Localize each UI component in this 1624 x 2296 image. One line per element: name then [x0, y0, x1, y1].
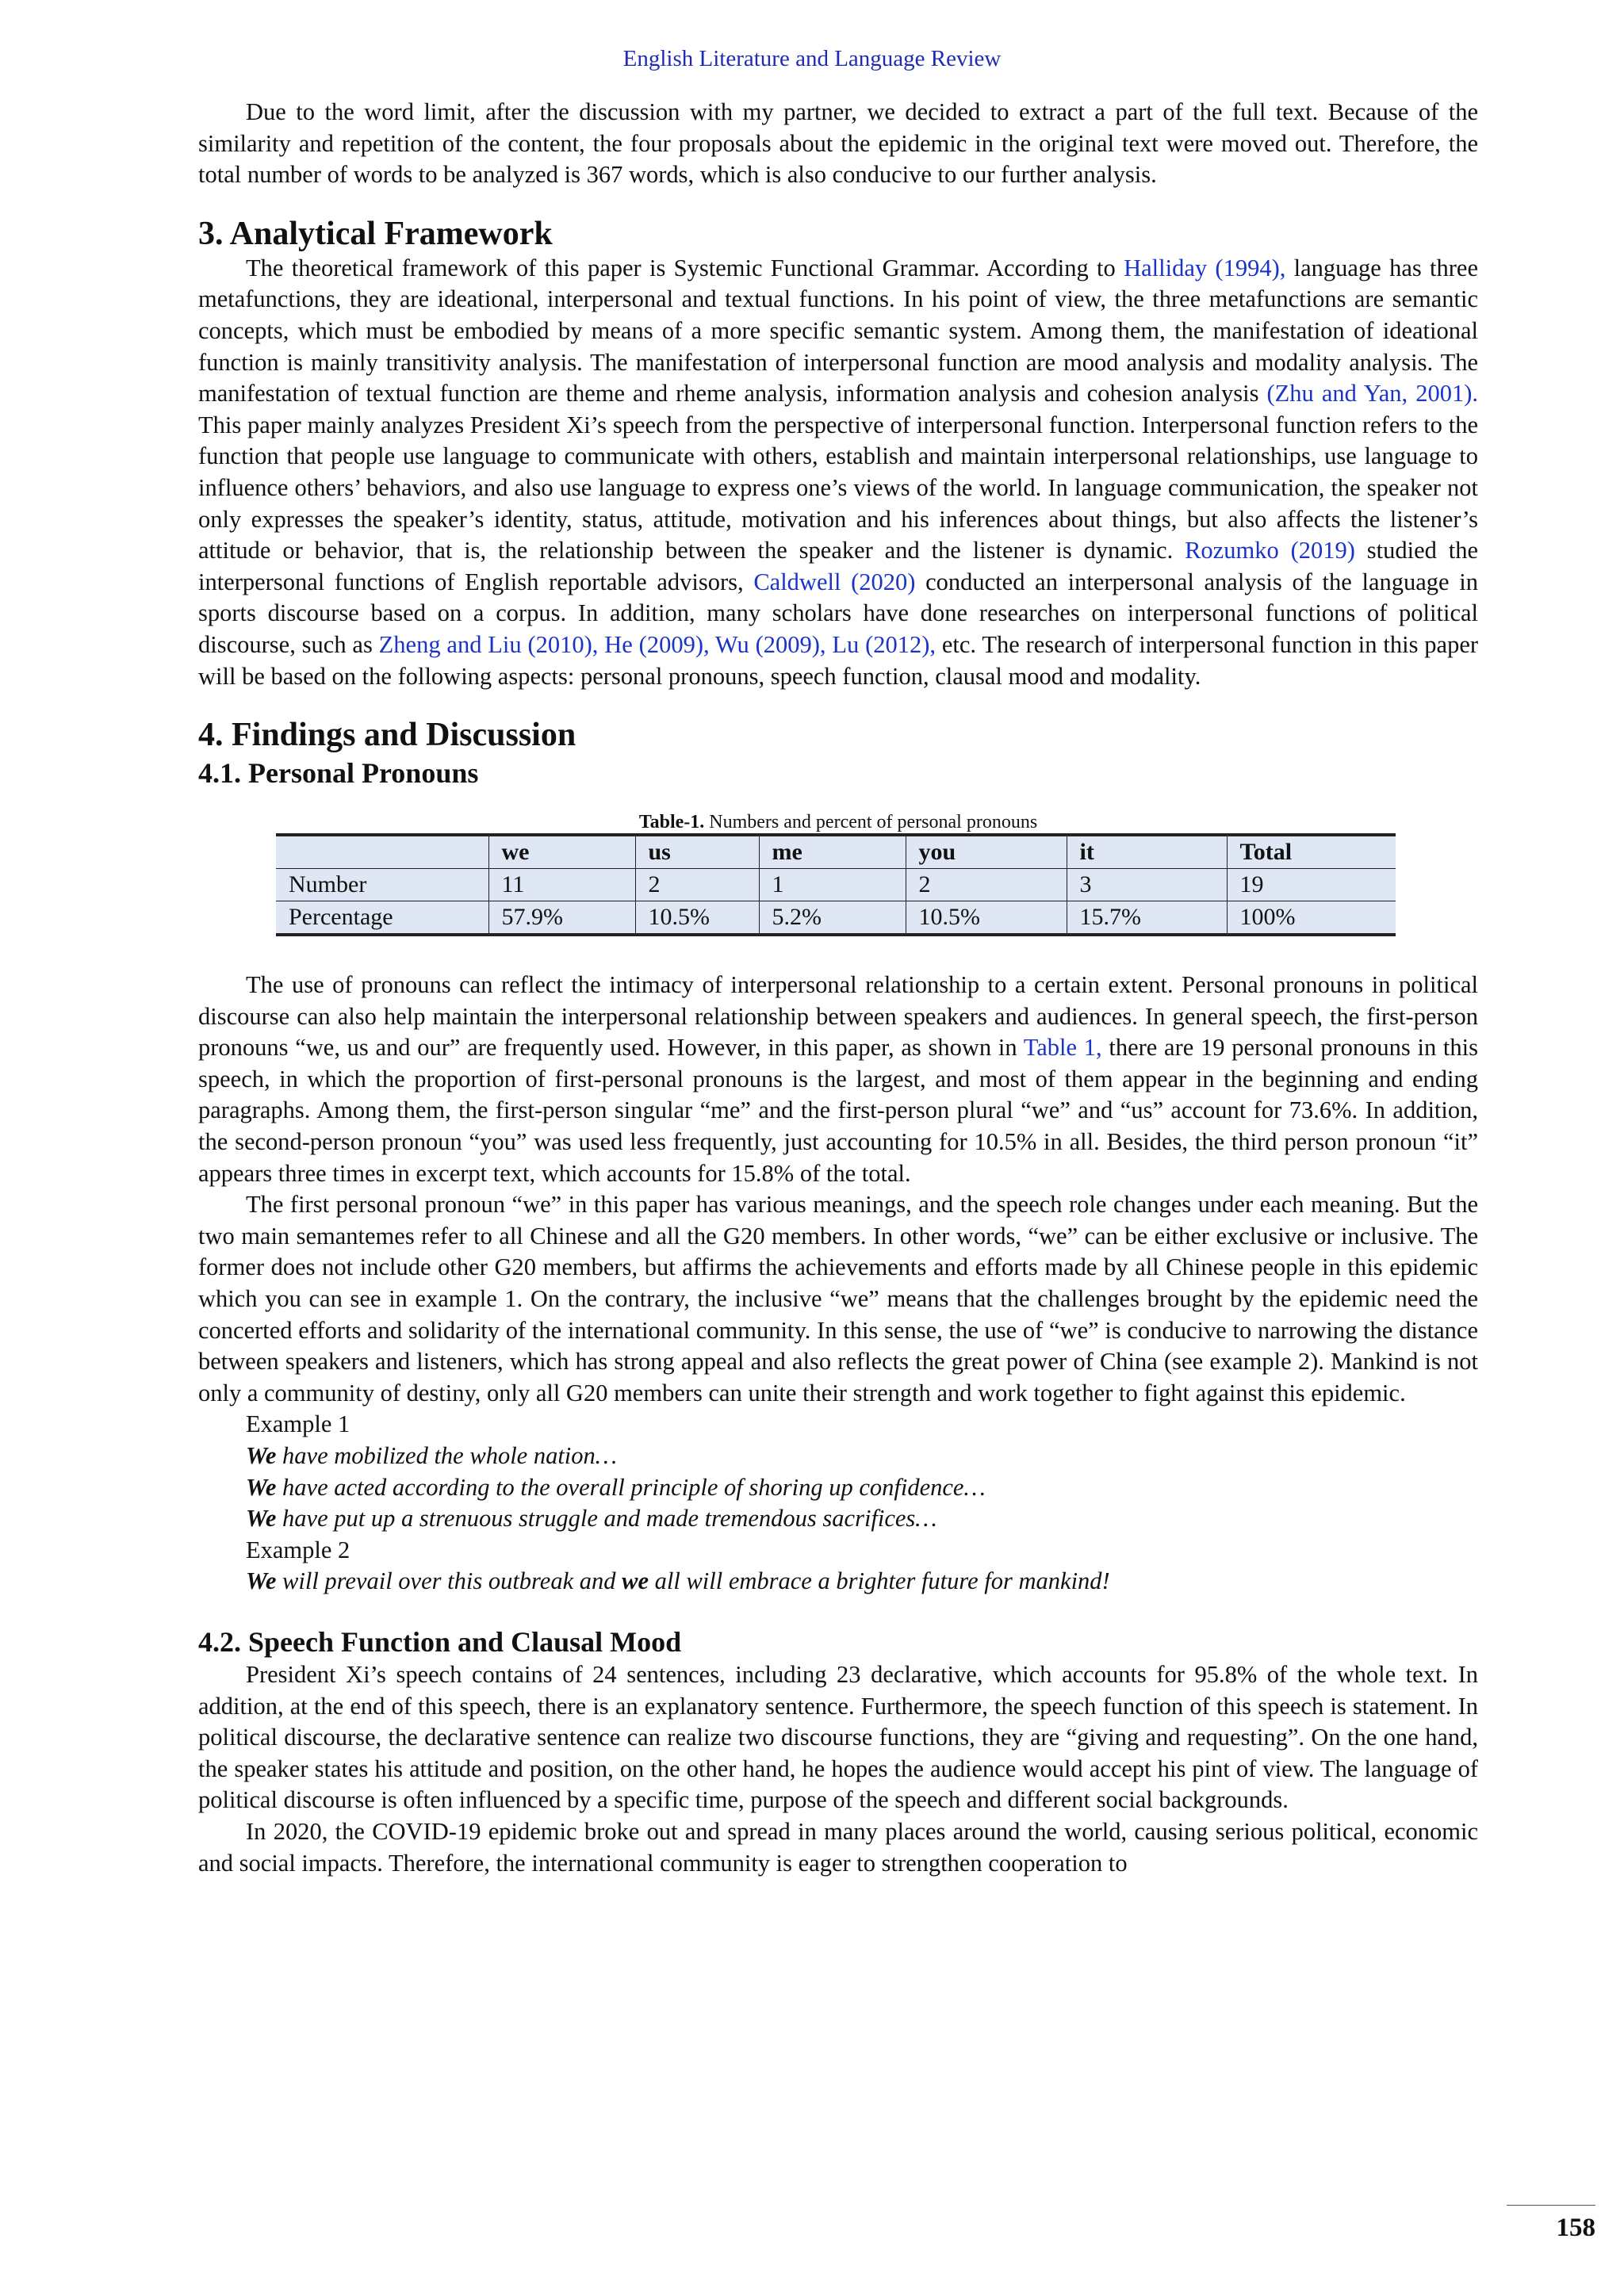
section-4-2-paragraph-1: President Xi’s speech contains of 24 sentences, including 23 declarative, which accounts for 95.8% of the whole text. In addition, at the end of this speech, there is an explanatory sentence. Furthermore, the speech function of this speech is statement. In political discourse, the declarative sentence can realize two discourse functions, they are “giving and requesting”. On the one hand, the speaker states his attitude and position, on the other hand, he hopes the audience would accept his pint of view. The language of political discourse is often influenced by a specific time, purpose of the speech and different social backgrounds. [198, 1660, 1478, 1814]
table-cell: 10.5% [906, 901, 1067, 936]
table-cell: Number [276, 869, 488, 901]
example-bold-word: We [246, 1567, 277, 1595]
table-header-cell: it [1067, 835, 1227, 869]
example-2-label: Example 2 [246, 1536, 350, 1563]
example-text: have put up a strenuous struggle and made tremendous sacrifices… [276, 1505, 937, 1533]
table-cell: 100% [1227, 901, 1396, 936]
citation-link-rozumko[interactable]: Rozumko (2019) [1185, 537, 1355, 564]
table-caption [198, 811, 1478, 833]
table-header-cell [276, 835, 488, 869]
page-content [198, 97, 1478, 1879]
table-header-cell: we [488, 835, 635, 869]
text-run: The use of pronouns can reflect the intimacy of interpersonal relationship to a certain extent. Personal pronouns in political discourse can also help maintain the interpersonal relationship between speakers and audiences. In general speech, the first-person pronouns “we, us and our” are frequently used. However, in this paper, as shown in [198, 971, 1478, 1062]
table-cell: 1 [759, 869, 906, 901]
table-header-row [276, 835, 1396, 869]
table-cell: 15.7% [1067, 901, 1227, 936]
section-4-heading: 4. Findings and Discussion [198, 717, 576, 754]
example-bold-word: We [246, 1442, 277, 1469]
table-header-cell: Total [1227, 835, 1396, 869]
citation-link-halliday[interactable]: Halliday (1994), [1124, 254, 1286, 281]
text-run: etc. The research of interpersonal function in this paper will be based on the following aspects: personal pronouns, speech function, clausal mood and modality. [198, 630, 1479, 690]
section-4-1-paragraph-1 [198, 970, 1478, 1189]
example-2-line-1 [198, 1566, 1478, 1598]
table-reference-link[interactable]: Table 1, [1023, 1034, 1102, 1062]
example-1-line-1 [198, 1441, 1478, 1472]
table-cell: Percentage [276, 901, 488, 936]
text-run: there are 19 personal pronouns in this speech, in which the proportion of first-personal pronouns is the largest, and most of them appear in the beginning and ending paragraphs. Among them, the first-person singular “me” and the first-person plural “we” and “us” account for 73.6%. In addition, the second-person pronoun “you” was used less frequently, just accounting for 10.5% in all. Besides, the third person pronoun “it” appears three times in excerpt text, which accounts for 15.8% of the total. [198, 1034, 1478, 1187]
pronoun-table [276, 833, 1396, 936]
example-1-line-2 [198, 1472, 1478, 1504]
example-text: all will embrace a brighter future for mankind! [649, 1567, 1110, 1595]
section-4-2-paragraph-2: In 2020, the COVID-19 epidemic broke out and spread in many places around the world, causing serious political, economic and social impacts. Therefore, the international community is eager to strengthen cooperation to [198, 1817, 1478, 1877]
table-caption-label: Table-1. [638, 812, 705, 833]
table-cell: 57.9% [488, 901, 635, 936]
page-number: 158 [1556, 2214, 1595, 2242]
table-header-cell: you [906, 835, 1067, 869]
table-header-cell: us [635, 835, 759, 869]
example-bold-word: We [246, 1505, 277, 1533]
example-text: have mobilized the whole nation… [276, 1442, 617, 1469]
example-bold-word: We [246, 1473, 277, 1501]
table-row [276, 901, 1396, 936]
citation-link-zheng-liu[interactable]: Zheng and Liu (2010), [378, 630, 599, 658]
text-run: studied the interpersonal functions of English reportable advisors, [198, 537, 1478, 595]
table-cell: 11 [488, 869, 635, 901]
section-3-heading: 3. Analytical Framework [198, 215, 553, 252]
table-cell: 19 [1227, 869, 1396, 901]
example-1-label: Example 1 [246, 1410, 350, 1438]
citation-link-he[interactable]: He (2009), [604, 630, 710, 658]
table-header-cell: me [759, 835, 906, 869]
text-run: The theoretical framework of this paper is Systemic Functional Grammar. According to [246, 254, 1124, 281]
example-1-line-3 [198, 1503, 1478, 1535]
example-bold-word: we [622, 1567, 649, 1595]
intro-paragraph: Due to the word limit, after the discussion with my partner, we decided to extract a part of the full text. Because of the similarity and repetition of the content, the four proposals about the epidemic in the original text were moved out. Therefore, the total number of words to be analyzed is 367 words, which is also conducive to our further analysis. [198, 98, 1478, 189]
subsection-4-1-heading: 4.1. Personal Pronouns [198, 757, 479, 790]
footer-rule [1507, 2205, 1595, 2206]
text-run: language has three metafunctions, they are ideational, interpersonal and textual functions. In his point of view, the three metafunctions are semantic concepts, which must be embodied by means of a more specific semantic system. Among them, the manifestation of ideational function is mainly transitivity analysis. The manifestation of interpersonal function are mood analysis and modality analysis. The manifestation of textual function are theme and rheme analysis, information analysis and cohesion analysis [198, 254, 1478, 408]
section-3-paragraph [198, 253, 1478, 692]
table-cell: 2 [635, 869, 759, 901]
table-row [276, 869, 1396, 901]
example-text: have acted according to the overall principle of shoring up confidence… [276, 1473, 986, 1501]
table-cell: 2 [906, 869, 1067, 901]
citation-link-lu[interactable]: Lu (2012), [832, 630, 936, 658]
table-cell: 5.2% [759, 901, 906, 936]
text-run: conducted an interpersonal analysis of the language in sports discourse based on a corpus. In addition, many scholars have done researches on interpersonal functions of political discourse, such as [198, 568, 1478, 658]
text-run: This paper mainly analyzes President Xi’s speech from the perspective of interpersonal function. Interpersonal function refers to the function that people use language to communicate with others, establish and maintain interpersonal relationships, use language to influence others’ behaviors, and also use language to express one’s views of the world. In language communication, the speaker not only expresses the speaker’s identity, status, attitude, motivation and his inferences about things, but also affects the listener’s attitude or behavior, that is, the relationship between the speaker and the listener is dynamic. [198, 411, 1478, 564]
text-run [710, 631, 715, 658]
citation-link-zhu-yan[interactable]: (Zhu and Yan, 2001). [1266, 380, 1478, 408]
running-header: English Literature and Language Review [622, 46, 1002, 71]
table-caption-text: Numbers and percent of personal pronouns [704, 812, 1038, 833]
subsection-4-2-heading: 4.2. Speech Function and Clausal Mood [198, 1625, 682, 1658]
table-cell: 10.5% [635, 901, 759, 936]
table-cell: 3 [1067, 869, 1227, 901]
citation-link-caldwell[interactable]: Caldwell (2020) [753, 568, 916, 595]
example-text: will prevail over this outbreak and [276, 1567, 622, 1595]
section-4-1-paragraph-2: The first personal pronoun “we” in this paper has various meanings, and the speech role changes under each meaning. But the two main semantemes refer to all Chinese and all the G20 members. In other words, “we” can be either exclusive or inclusive. The former does not include other G20 members, but affirms the achievements and efforts made by all Chinese people in this epidemic which you can see in example 1. On the contrary, the inclusive “we” means that the challenges brought by the epidemic need the concerted efforts and solidarity of the international community. In this sense, the use of “we” is conducive to narrowing the distance between speakers and listeners, which has strong appeal and also reflects the great power of China (see example 2). Mankind is not only a community of destiny, only all G20 members can unite their strength and work together to fight against this epidemic. [198, 1191, 1478, 1406]
citation-link-wu[interactable]: Wu (2009), [714, 630, 826, 658]
